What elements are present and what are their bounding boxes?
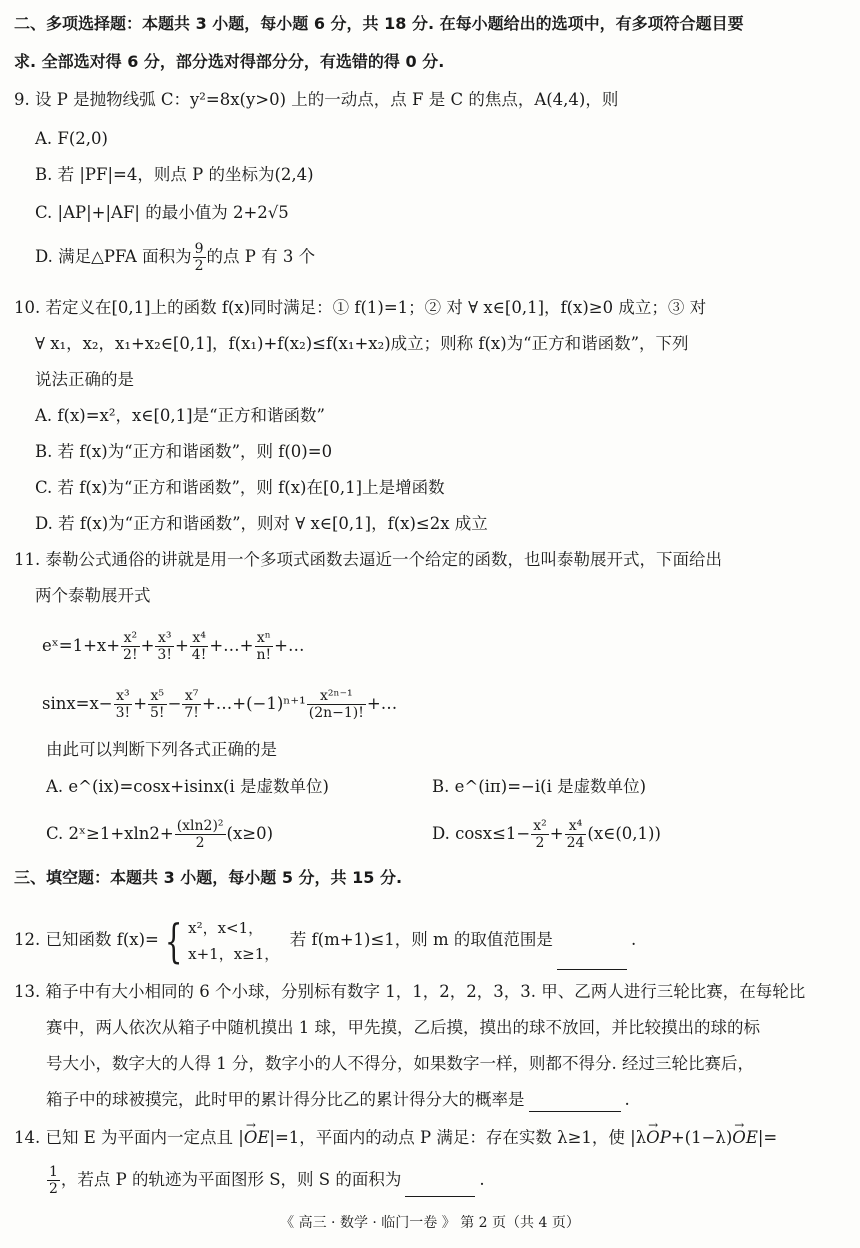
q13-answer-blank[interactable]	[529, 1093, 621, 1112]
sin-lhs: sinx=x−	[42, 694, 113, 713]
q14-mid: |=1，平面内的动点 P 满足：存在实数 λ≥1，使 |λ	[269, 1128, 647, 1147]
q14-frac-num: 1	[49, 1164, 58, 1180]
q13-line-1: 13. 箱子中有大小相同的 6 个小球，分别标有数字 1，1，2，2，3，3. 甲、乙两人进行三轮比赛，在每轮比	[14, 982, 806, 1001]
q11-d-frac-1	[531, 818, 549, 851]
q11-d-num-2: x⁴	[568, 818, 583, 834]
q11-option-b: B. e^(iπ)=−i(i 是虚数单位)	[432, 777, 647, 796]
q14-pre: 14. 已知 E 为平面内一定点且 |	[14, 1128, 244, 1147]
q14-line-2-text: ，若点 P 的轨迹为平面图形 S，则 S 的面积为	[60, 1170, 402, 1189]
q13-line-3: 号大小，数字大的人得 1 分，数字小的人不得分，如果数字一样，则都不得分. 经过三轮比赛后，	[46, 1054, 754, 1073]
section-2-title-cont: 求. 全部选对得 6 分，部分选对得部分分，有选错的得 0 分.	[14, 52, 445, 71]
q11-d-den-2: 24	[566, 835, 585, 851]
exp-term-4	[190, 630, 209, 663]
q10-line-1: 10. 若定义在[0,1]上的函数 f(x)同时满足：① f(1)=1；② 对 ∀ x∈[0,1]，f(x)≥0 成立；③ 对	[14, 298, 707, 317]
exp-term-4-num: x⁴	[192, 630, 206, 646]
q14-end: .	[479, 1170, 485, 1189]
q11-line-3: 由此可以判断下列各式正确的是	[46, 740, 277, 759]
q12-case-2: x+1，x≥1，	[188, 944, 280, 963]
q11-line-2: 两个泰勒展开式	[35, 586, 151, 605]
q12-case-1: x²，x<1，	[188, 918, 264, 937]
q10-line-3: 说法正确的是	[35, 370, 134, 389]
q9-d-num: 9	[194, 241, 204, 257]
q14-end-1: |=	[757, 1128, 778, 1147]
sin-term-7	[182, 688, 201, 721]
q9-d-post: 的点 P 有 3 个	[206, 247, 316, 266]
q11-c-pre: C. 2ˣ≥1+xln2+	[46, 824, 174, 843]
vector-oe: → OE	[244, 1126, 270, 1150]
q12-brace: {	[164, 913, 183, 968]
exp-term-n	[255, 630, 274, 663]
exp-term-3-num: x³	[157, 630, 172, 646]
q9-option-d	[35, 241, 315, 274]
exp-term-3-den: 3!	[157, 647, 172, 663]
q11-d-post: (x∈(0,1))	[587, 824, 661, 843]
q14-line-1	[14, 1126, 777, 1150]
q11-d-den-1: 2	[531, 834, 549, 851]
q11-c-num: (xln2)²	[176, 818, 224, 834]
exp-term-n-den: n!	[256, 647, 272, 663]
q13-line-2: 赛中，两人依次从箱子中随机摸出 1 球，甲先摸，乙后摸，摸出的球不放回，并比较摸出的球的标	[46, 1018, 760, 1037]
q10-option-c: C. 若 f(x)为“正方和谐函数”，则 f(x)在[0,1]上是增函数	[35, 478, 445, 497]
q11-d-num-1: x²	[533, 818, 547, 834]
sin-term-3-num: x³	[116, 688, 130, 704]
q13-end: .	[624, 1090, 630, 1109]
sin-term-n-den: (2n−1)!	[308, 705, 364, 721]
exp-term-3	[155, 630, 174, 663]
sin-term-5-num: x⁵	[150, 688, 165, 704]
q12-pre: 12. 已知函数 f(x)=	[14, 930, 159, 949]
sin-term-n	[307, 688, 366, 721]
sin-term-3	[114, 688, 133, 721]
vector-oe-2: → OE	[732, 1126, 758, 1150]
sin-term-5	[148, 688, 167, 721]
q13-line-4	[46, 1088, 630, 1112]
exp-lhs: eˣ=1+x+	[42, 636, 121, 655]
q14-frac-den: 2	[49, 1181, 58, 1197]
q11-d-frac-2	[565, 818, 587, 851]
sin-end: +…	[366, 694, 398, 713]
q11-exp-formula: eˣ=1+x+ $\frac{\text{x²}}{2!}$ + $\frac{\text{x³}}{3!}$ + $\frac{\text{x⁴}}{4!}$ +…+ $\frac{\text{xⁿ}}{n!}$ +…	[42, 630, 305, 663]
q11-d-pre: D. cosx≤1−	[432, 824, 531, 843]
exp-term-4-den: 4!	[191, 647, 207, 663]
q12-answer-blank[interactable]	[557, 951, 627, 970]
q12-end: .	[630, 930, 637, 949]
page-footer: 《 高三 · 数学 · 临门一卷 》 第 2 页（共 4 页）	[280, 1215, 580, 1231]
q9-d-pre: D. 满足△PFA 面积为	[35, 247, 192, 266]
sin-term-n-num: x²ⁿ⁻¹	[320, 688, 353, 704]
sin-term-3-den: 3!	[115, 705, 131, 721]
section-3-title: 三、填空题：本题共 3 小题，每小题 5 分，共 15 分.	[14, 868, 403, 887]
q10-option-d: D. 若 f(x)为“正方和谐函数”，则对 ∀ x∈[0,1]，f(x)≤2x 成立	[35, 514, 488, 533]
sin-term-7-den: 7!	[184, 705, 199, 721]
sin-term-7-num: x⁷	[184, 688, 199, 704]
exp-mid: +…+	[209, 636, 254, 655]
sin-mid: +…+(−1)ⁿ⁺¹	[201, 694, 306, 713]
vector-op: → OP	[646, 1126, 671, 1150]
exp-term-2-num: x²	[123, 630, 138, 646]
q12-post: 若 f(m+1)≤1，则 m 的取值范围是	[289, 930, 553, 949]
q14-line-2	[46, 1164, 485, 1197]
q9-stem: 9. 设 P 是抛物线弧 C：y²=8x(y>0) 上的一动点，点 F 是 C 的焦点，A(4,4)，则	[14, 90, 619, 109]
q9-option-c: C. |AP|+|AF| 的最小值为 2+2√5	[35, 203, 289, 222]
exp-end: +…	[274, 636, 305, 655]
q11-option-c	[46, 818, 273, 851]
q14-half-fraction	[47, 1164, 60, 1197]
q12-stem	[14, 910, 636, 970]
q14-answer-blank[interactable]	[405, 1178, 475, 1197]
q11-d-plus: +	[549, 824, 564, 843]
exp-term-2-den: 2!	[123, 647, 138, 663]
q11-c-post: (x≥0)	[226, 824, 274, 843]
q10-line-2: ∀ x₁，x₂，x₁+x₂∈[0,1]，f(x₁)+f(x₂)≤f(x₁+x₂)成立；则称 f(x)为“正方和谐函数”，下列	[35, 334, 689, 353]
exp-term-2	[121, 630, 140, 663]
q14-mid2: +(1−λ)	[670, 1128, 733, 1147]
q13-line-4-text: 箱子中的球被摸完，此时甲的累计得分比乙的累计得分大的概率是	[46, 1090, 525, 1109]
q11-sin-formula: sinx=x− $\frac{\text{x³}}{3!}$ + $\frac{\text{x⁵}}{5!}$ − $\frac{\text{x⁷}}{7!}$ +…+(−1)ⁿ⁺¹ $\frac{\text{x²ⁿ⁻¹}}{(2n-1)!}$ +…	[42, 688, 398, 721]
q9-option-b: B. 若 |PF|=4，则点 P 的坐标为(2,4)	[35, 165, 314, 184]
exp-term-n-num: xⁿ	[256, 630, 271, 646]
q11-c-den: 2	[175, 834, 226, 851]
q11-line-1: 11. 泰勒公式通俗的讲就是用一个多项式函数去逼近一个给定的函数，也叫泰勒展开式，下面给出	[14, 550, 722, 569]
section-2-title: 二、多项选择题：本题共 3 小题，每小题 6 分，共 18 分. 在每小题给出的选项中，有多项符合题目要	[14, 14, 744, 33]
q10-option-a: A. f(x)=x²，x∈[0,1]是“正方和谐函数”	[35, 406, 325, 425]
q11-option-a: A. e^(ix)=cosx+isinx(i 是虚数单位)	[46, 777, 329, 796]
sin-term-5-den: 5!	[150, 705, 165, 721]
q12-cases	[188, 915, 279, 967]
q11-option-d	[432, 818, 661, 851]
q9-option-a: A. F(2,0)	[35, 129, 108, 148]
q9-d-fraction	[193, 241, 206, 274]
q10-option-b: B. 若 f(x)为“正方和谐函数”，则 f(0)=0	[35, 442, 333, 461]
q11-c-fraction	[175, 818, 226, 851]
q9-d-den: 2	[194, 258, 204, 274]
